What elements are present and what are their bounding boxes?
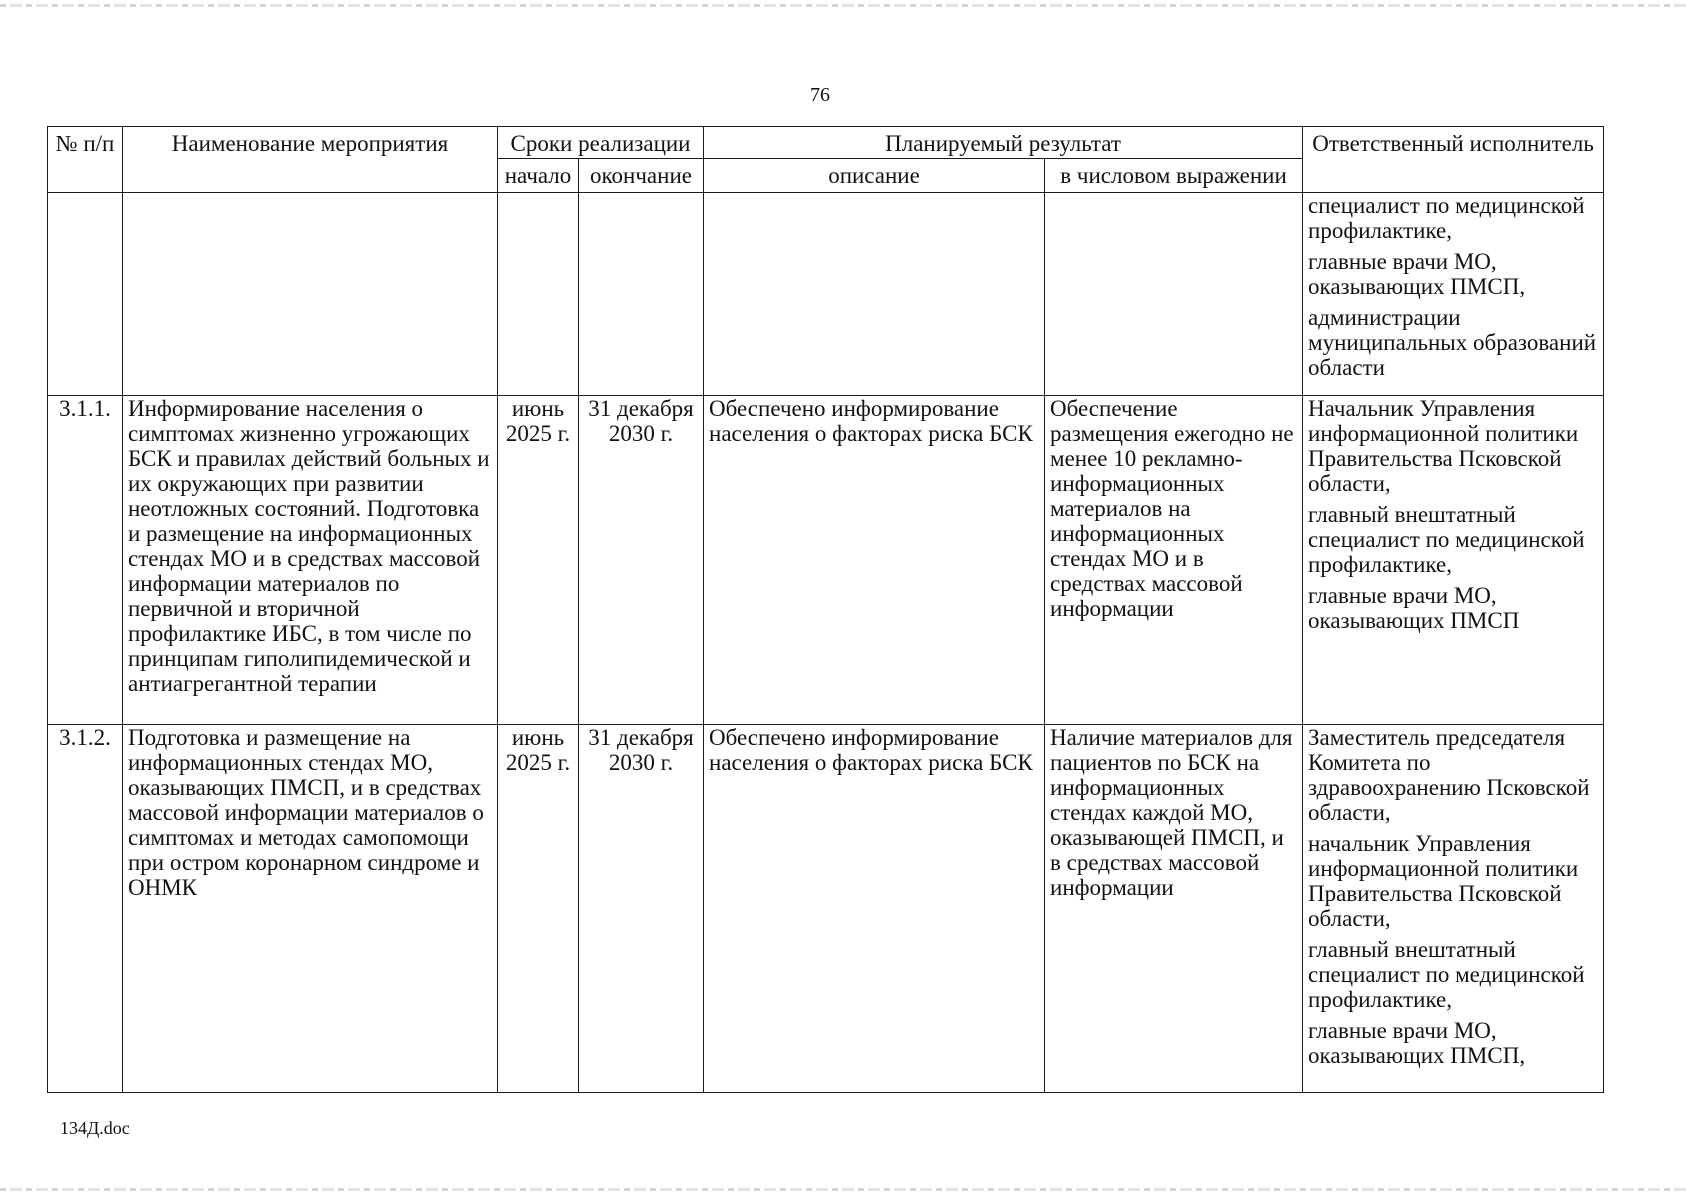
responsible-item: начальник Управления информационной политики Правительства Псковской области,: [1308, 831, 1579, 931]
responsible-item: главный внештатный специалист по медицинской профилактике,: [1308, 937, 1585, 1012]
header-numeric: в числовом выражении: [1045, 159, 1303, 193]
cell-end: [579, 193, 704, 396]
responsible-item: Заместитель председателя Комитета по здравоохранению Псковской области,: [1308, 725, 1590, 825]
header-result: Планируемый результат: [704, 127, 1303, 159]
cell-name: [123, 193, 498, 396]
header-row-top: [48, 127, 1604, 159]
table-row-continuation: [48, 193, 1604, 396]
cell-start: июнь 2025 г.: [498, 396, 579, 725]
page-number: 76: [810, 84, 830, 106]
cell-start: [498, 193, 579, 396]
header-description: описание: [704, 159, 1045, 193]
cell-numeric: [1045, 193, 1303, 396]
responsible-item: главные врачи МО, оказывающих ПМСП,: [1308, 1018, 1526, 1068]
responsible-item: администрации муниципальных образований области: [1308, 305, 1597, 380]
cell-name: Подготовка и размещение на информационных стендах МО, оказывающих ПМСП, и в средствах массовой информации материалов о симптомах и методах самопомощи при остром коронарном синдроме и ОНМК: [123, 725, 498, 1093]
cell-end: 31 декабря 2030 г.: [579, 396, 704, 725]
scan-edge-top: [0, 4, 1686, 7]
responsible-item: главные врачи МО, оказывающих ПМСП,: [1308, 249, 1526, 299]
header-terms: Сроки реализации: [498, 127, 704, 159]
table-row: [48, 725, 1604, 1093]
header-responsible: Ответственный исполнитель: [1303, 127, 1604, 193]
footer-filename: 134Д.doc: [60, 1118, 130, 1138]
responsible-item: специалист по медицинской профилактике,: [1308, 193, 1585, 243]
cell-num: 3.1.2.: [48, 725, 123, 1093]
responsible-item: главные врачи МО, оказывающих ПМСП: [1308, 583, 1520, 633]
cell-name: Информирование населения о симптомах жизненно угрожающих БСК и правилах действий больных и их окружающих при развитии неотложных состояний. Подготовка и размещение на информационных стендах МО и в средствах массовой информации материалов по первичной и вторичной профилактике ИБС, в том числе по принципам гиполипидемической и антиагрегантной терапии: [123, 396, 498, 725]
cell-numeric: Обеспечение размещения ежегодно не менее 10 рекламно-информационных материалов на информационных стендах МО и в средствах массовой информации: [1045, 396, 1303, 725]
responsible-item: главный внештатный специалист по медицинской профилактике,: [1308, 502, 1585, 577]
scan-edge-bottom: [0, 1188, 1686, 1191]
header-name: Наименование мероприятия: [123, 127, 498, 193]
responsible-item: Начальник Управления информационной политики Правительства Псковской области,: [1308, 396, 1579, 496]
cell-numeric: Наличие материалов для пациентов по БСК на информационных стендах каждой МО, оказывающей ПМСП, и в средствах массовой информации: [1045, 725, 1303, 1093]
cell-responsible: [1303, 725, 1604, 1093]
cell-responsible: [1303, 193, 1604, 396]
cell-description: Обеспечено информирование населения о факторах риска БСК: [704, 396, 1045, 725]
table-row: [48, 396, 1604, 725]
cell-responsible: [1303, 396, 1604, 725]
header-num: № п/п: [48, 127, 123, 193]
header-end: окончание: [579, 159, 704, 193]
header-start: начало: [498, 159, 579, 193]
cell-num: 3.1.1.: [48, 396, 123, 725]
cell-start: июнь 2025 г.: [498, 725, 579, 1093]
cell-end: 31 декабря 2030 г.: [579, 725, 704, 1093]
activities-table: [47, 126, 1604, 1093]
cell-description: Обеспечено информирование населения о факторах риска БСК: [704, 725, 1045, 1093]
cell-num: [48, 193, 123, 396]
cell-description: [704, 193, 1045, 396]
